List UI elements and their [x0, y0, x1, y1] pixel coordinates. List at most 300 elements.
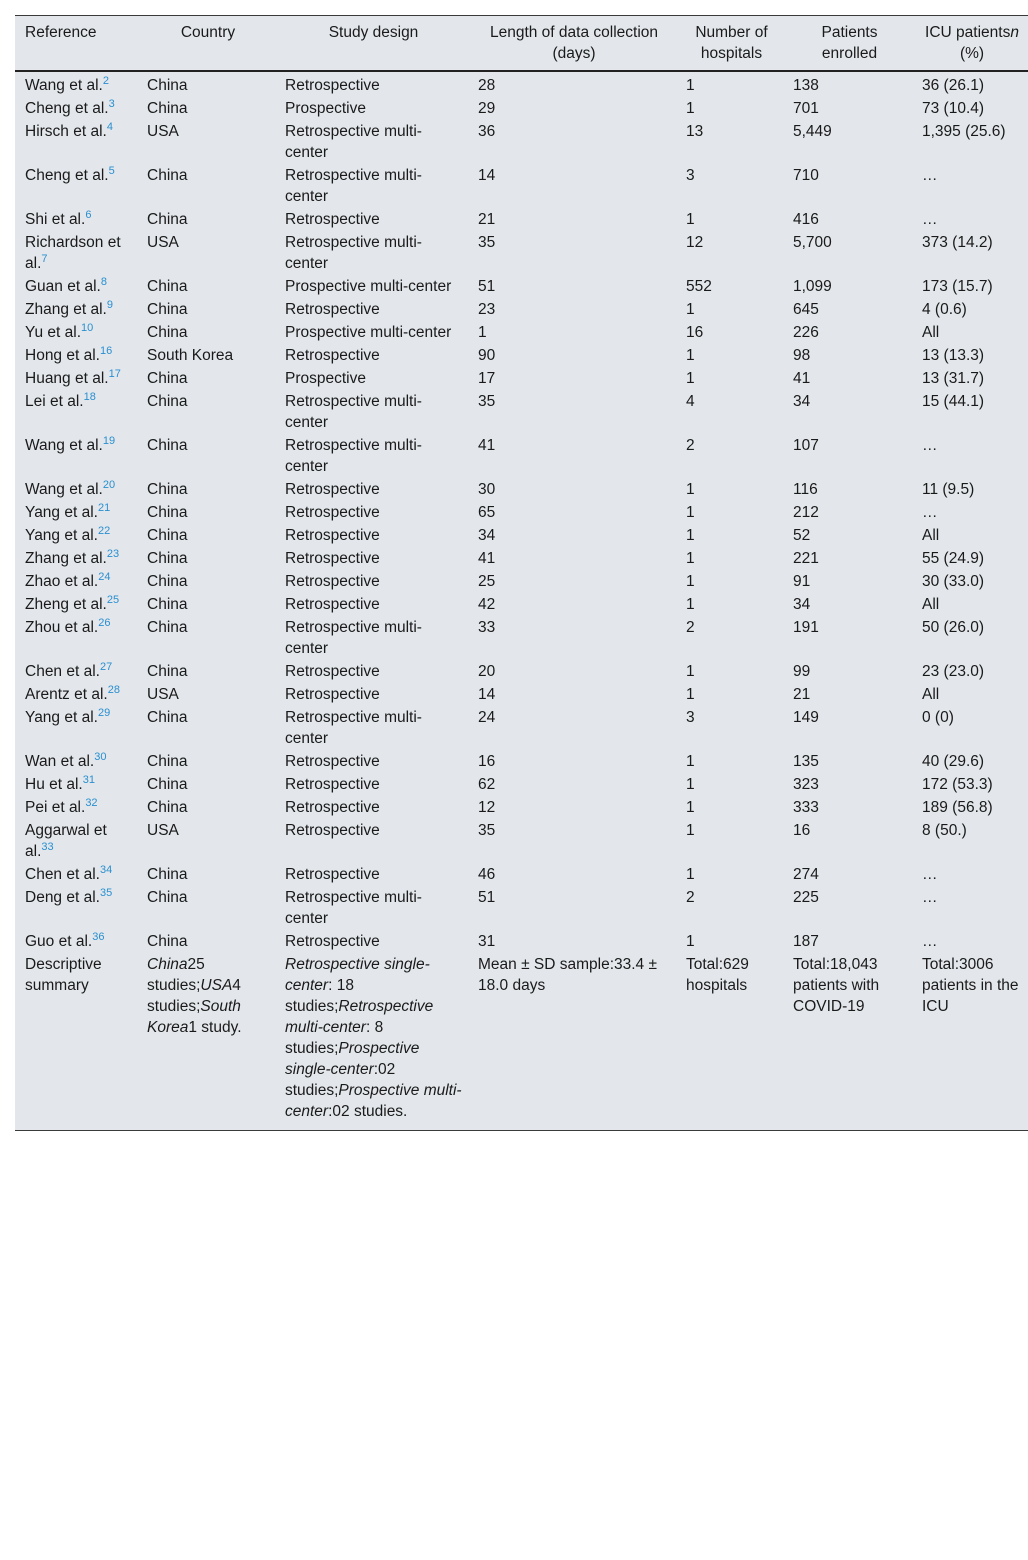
table-row	[15, 593, 1028, 616]
cell-hospitals: 2	[686, 437, 695, 454]
cell-length: 35	[478, 822, 496, 839]
header-country: Country	[180, 24, 236, 41]
cell-country: USA	[147, 123, 179, 140]
cell-length: 20	[478, 663, 496, 680]
cell-design: Retrospective	[285, 77, 380, 94]
cell-icu: …	[922, 211, 938, 228]
cell-country: China	[147, 776, 188, 793]
citation-link[interactable]: 19	[102, 434, 116, 447]
cell-hospitals: 16	[686, 324, 704, 341]
citation-link[interactable]: 30	[94, 750, 107, 763]
reference-text: Zhang et al.	[25, 301, 107, 318]
cell-enrolled: 34	[793, 393, 811, 410]
citation-link[interactable]: 32	[85, 796, 98, 809]
cell-icu: 0 (0)	[922, 709, 954, 726]
summary-length: Mean ± SD sample:33.4 ± 18.0 days	[478, 956, 657, 994]
cell-hospitals: 1	[686, 211, 695, 228]
cell-icu: …	[922, 866, 938, 883]
table-row	[15, 164, 1028, 208]
reference-text: Aggarwal et al.	[25, 822, 107, 860]
cell-design: Retrospective	[285, 753, 380, 770]
reference-text: Zhang et al.	[25, 550, 107, 567]
cell-hospitals: 3	[686, 167, 695, 184]
cell-reference	[15, 886, 137, 930]
citation-link[interactable]: 7	[41, 252, 48, 265]
summary-icu: Total:3006 patients in the ICU	[922, 956, 1019, 1015]
cell-enrolled: 41	[793, 370, 811, 387]
cell-enrolled: 191	[793, 619, 819, 636]
citation-link[interactable]: 27	[99, 660, 113, 673]
citation-link[interactable]: 23	[106, 547, 120, 560]
cell-country: China	[147, 278, 188, 295]
cell-icu: 23 (23.0)	[922, 663, 985, 680]
cell-hospitals: 1	[686, 370, 695, 387]
cell-hospitals: 4	[686, 393, 695, 410]
cell-reference	[15, 298, 137, 321]
reference-text: Zheng et al.	[25, 596, 107, 613]
cell-icu: 8 (50.)	[922, 822, 967, 839]
cell-country: China	[147, 167, 188, 184]
cell-reference	[15, 164, 137, 208]
cell-hospitals: 1	[686, 686, 695, 703]
table-row	[15, 660, 1028, 683]
cell-reference	[15, 570, 137, 593]
cell-design: Prospective	[285, 370, 366, 387]
cell-country: USA	[147, 822, 179, 839]
cell-reference	[15, 501, 137, 524]
table-row	[15, 773, 1028, 796]
cell-icu: …	[922, 933, 938, 950]
cell-enrolled: 710	[793, 167, 819, 184]
cell-length: 90	[478, 347, 496, 364]
cell-length: 29	[478, 100, 496, 117]
cell-length: 35	[478, 393, 496, 410]
table-row	[15, 683, 1028, 706]
table-row	[15, 208, 1028, 231]
reference-text: Deng et al.	[25, 889, 100, 906]
cell-country: China	[147, 370, 188, 387]
cell-icu: …	[922, 889, 938, 906]
cell-enrolled: 116	[793, 481, 818, 498]
reference-text: Hirsch et al.	[25, 123, 107, 140]
citation-link[interactable]: 26	[98, 616, 111, 629]
citation-link[interactable]: 21	[97, 501, 111, 514]
cell-length: 46	[478, 866, 496, 883]
cell-country: China	[147, 393, 188, 410]
cell-length: 30	[478, 481, 496, 498]
table-row	[15, 863, 1028, 886]
cell-design: Retrospective multi-center	[285, 167, 422, 205]
cell-country: China	[147, 619, 188, 636]
cell-reference	[15, 231, 137, 275]
cell-enrolled: 333	[793, 799, 819, 816]
cell-country: China	[147, 753, 188, 770]
cell-enrolled: 274	[793, 866, 819, 883]
cell-design: Retrospective	[285, 663, 380, 680]
cell-reference	[15, 773, 137, 796]
table-body	[15, 71, 1028, 1130]
reference-text: Chen et al.	[25, 866, 100, 883]
table-row	[15, 796, 1028, 819]
cell-hospitals: 1	[686, 77, 695, 94]
cell-reference	[15, 344, 137, 367]
header-study-design: Study design	[328, 24, 419, 41]
citation-link[interactable]: 20	[102, 478, 116, 491]
cell-design: Retrospective multi-center	[285, 234, 422, 272]
table-row	[15, 97, 1028, 120]
cell-country: China	[147, 301, 188, 318]
reference-text: Yang et al.	[25, 504, 98, 521]
cell-enrolled: 5,700	[793, 234, 832, 251]
reference-text: Guo et al.	[25, 933, 93, 950]
table-row	[15, 120, 1028, 164]
table-header	[15, 16, 1028, 71]
citation-link[interactable]: 29	[97, 706, 111, 719]
cell-icu: 73 (10.4)	[922, 100, 985, 117]
cell-hospitals: 12	[686, 234, 704, 251]
cell-design: Retrospective	[285, 573, 380, 590]
table-row	[15, 344, 1028, 367]
header-length: Length of data collection (days)	[489, 24, 659, 62]
cell-hospitals: 1	[686, 866, 695, 883]
cell-reference	[15, 478, 137, 501]
cell-reference	[15, 275, 137, 298]
citation-link[interactable]: 28	[107, 683, 120, 696]
cell-hospitals: 2	[686, 889, 695, 906]
cell-length: 62	[478, 776, 496, 793]
cell-icu: All	[922, 324, 940, 341]
reference-text: Pei et al.	[25, 799, 86, 816]
cell-country: China	[147, 324, 188, 341]
cell-icu: 55 (24.9)	[922, 550, 985, 567]
cell-icu: 11 (9.5)	[922, 481, 975, 498]
cell-reference	[15, 547, 137, 570]
cell-country: China	[147, 211, 188, 228]
table-row	[15, 750, 1028, 773]
cell-hospitals: 1	[686, 573, 695, 590]
cell-hospitals: 1	[686, 504, 695, 521]
cell-design: Retrospective	[285, 550, 380, 567]
citation-link[interactable]: 33	[41, 840, 54, 853]
cell-country: USA	[147, 234, 179, 251]
cell-length: 1	[478, 324, 487, 341]
reference-text: Cheng et al.	[25, 167, 109, 184]
summary-country: China25 studies;USA4 studies;South Korea1 study.	[147, 956, 242, 1036]
cell-enrolled: 187	[793, 933, 819, 950]
reference-text: Hong et al.	[25, 347, 100, 364]
cell-hospitals: 1	[686, 776, 695, 793]
cell-hospitals: 1	[686, 550, 695, 567]
cell-hospitals: 1	[686, 799, 695, 816]
cell-design: Retrospective	[285, 686, 380, 703]
citation-link[interactable]: 18	[83, 390, 96, 403]
cell-icu: …	[922, 437, 938, 454]
cell-icu: 172 (53.3)	[922, 776, 993, 793]
cell-length: 41	[478, 437, 496, 454]
citation-link[interactable]: 31	[82, 773, 95, 786]
cell-reference	[15, 524, 137, 547]
citation-link[interactable]: 8	[100, 275, 107, 288]
cell-enrolled: 221	[793, 550, 819, 567]
cell-hospitals: 1	[686, 301, 695, 318]
cell-enrolled: 99	[793, 663, 811, 680]
citation-link[interactable]: 25	[106, 593, 120, 606]
citation-link[interactable]: 3	[108, 97, 115, 110]
citation-link[interactable]: 10	[81, 321, 94, 334]
table-row	[15, 819, 1028, 863]
cell-icu: 36 (26.1)	[922, 77, 985, 94]
cell-icu: 30 (33.0)	[922, 573, 985, 590]
table-row	[15, 501, 1028, 524]
cell-icu: 189 (56.8)	[922, 799, 993, 816]
cell-hospitals: 3	[686, 709, 695, 726]
reference-text: Wang et al.	[25, 77, 103, 94]
cell-design: Retrospective	[285, 347, 380, 364]
reference-text: Yang et al.	[25, 709, 98, 726]
cell-length: 14	[478, 686, 496, 703]
cell-country: China	[147, 550, 188, 567]
reference-text: Hu et al.	[25, 776, 83, 793]
table-row	[15, 231, 1028, 275]
cell-design: Retrospective	[285, 301, 380, 318]
cell-enrolled: 226	[793, 324, 819, 341]
cell-reference	[15, 208, 137, 231]
cell-enrolled: 107	[793, 437, 819, 454]
cell-enrolled: 5,449	[793, 123, 832, 140]
citation-link[interactable]: 2	[102, 74, 109, 87]
cell-icu: …	[922, 504, 938, 521]
cell-icu: 13 (13.3)	[922, 347, 985, 364]
table-row	[15, 321, 1028, 344]
summary-design: Retrospective single-center: 18 studies;Retrospective multi-center: 8 studies;Prospective single-center:02 studies;Prospective multi-center:02 studies.	[285, 956, 462, 1120]
table-row	[15, 886, 1028, 930]
cell-length: 24	[478, 709, 496, 726]
cell-reference	[15, 863, 137, 886]
cell-icu: 50 (26.0)	[922, 619, 985, 636]
cell-country: China	[147, 100, 188, 117]
header-reference: Reference	[25, 24, 97, 41]
header-hospitals: Number of hospitals	[695, 24, 768, 62]
cell-hospitals: 13	[686, 123, 704, 140]
reference-text: Wang et al.	[25, 437, 103, 454]
reference-text: Yang et al.	[25, 527, 98, 544]
citation-link[interactable]: 24	[98, 570, 111, 583]
cell-enrolled: 135	[793, 753, 819, 770]
cell-design: Retrospective multi-center	[285, 889, 422, 927]
cell-icu: All	[922, 686, 940, 703]
cell-length: 31	[478, 933, 496, 950]
cell-enrolled: 16	[793, 822, 811, 839]
cell-reference	[15, 819, 137, 863]
cell-length: 36	[478, 123, 496, 140]
cell-country: China	[147, 889, 188, 906]
cell-country: USA	[147, 686, 179, 703]
citation-link[interactable]: 22	[97, 524, 111, 537]
table-row	[15, 616, 1028, 660]
cell-country: China	[147, 663, 188, 680]
cell-design: Retrospective	[285, 481, 380, 498]
cell-icu: …	[922, 167, 938, 184]
cell-design: Prospective	[285, 100, 366, 117]
cell-length: 25	[478, 573, 496, 590]
header-icu: ICU patientsn (%)	[925, 24, 1019, 62]
table-row	[15, 71, 1028, 97]
reference-text: Guan et al.	[25, 278, 101, 295]
cell-design: Retrospective	[285, 776, 380, 793]
summary-row	[15, 953, 1028, 1130]
cell-icu: All	[922, 527, 940, 544]
cell-hospitals: 1	[686, 527, 695, 544]
summary-hospitals: Total:629 hospitals	[686, 956, 749, 994]
reference-text: Wan et al.	[25, 753, 95, 770]
reference-text: Huang et al.	[25, 370, 109, 387]
cell-design: Retrospective multi-center	[285, 709, 422, 747]
cell-country: China	[147, 866, 188, 883]
cell-length: 14	[478, 167, 496, 184]
cell-icu: 40 (29.6)	[922, 753, 985, 770]
cell-length: 17	[478, 370, 496, 387]
cell-reference	[15, 434, 137, 478]
cell-reference	[15, 660, 137, 683]
cell-length: 12	[478, 799, 496, 816]
table-row	[15, 478, 1028, 501]
cell-length: 23	[478, 301, 496, 318]
citation-link[interactable]: 6	[85, 208, 92, 221]
citation-link[interactable]: 17	[108, 367, 121, 380]
cell-enrolled: 98	[793, 347, 811, 364]
cell-reference	[15, 120, 137, 164]
cell-length: 51	[478, 889, 496, 906]
cell-hospitals: 2	[686, 619, 695, 636]
cell-design: Prospective multi-center	[285, 324, 452, 341]
cell-design: Retrospective multi-center	[285, 393, 422, 431]
cell-hospitals: 1	[686, 100, 695, 117]
cell-length: 65	[478, 504, 496, 521]
studies-table	[15, 16, 1028, 1130]
cell-length: 33	[478, 619, 496, 636]
cell-design: Retrospective multi-center	[285, 619, 422, 657]
cell-enrolled: 21	[793, 686, 811, 703]
table-row	[15, 367, 1028, 390]
citation-link[interactable]: 9	[106, 298, 113, 311]
cell-reference	[15, 367, 137, 390]
cell-reference	[15, 750, 137, 773]
table-row	[15, 298, 1028, 321]
cell-length: 34	[478, 527, 496, 544]
reference-text: Chen et al.	[25, 663, 100, 680]
cell-country: China	[147, 504, 188, 521]
cell-icu: 4 (0.6)	[922, 301, 967, 318]
cell-length: 28	[478, 77, 496, 94]
cell-enrolled: 323	[793, 776, 819, 793]
cell-enrolled: 91	[793, 573, 811, 590]
table-row	[15, 930, 1028, 953]
cell-length: 41	[478, 550, 496, 567]
cell-length: 51	[478, 278, 496, 295]
reference-text: Yu et al.	[25, 324, 82, 341]
cell-country: China	[147, 481, 188, 498]
reference-text: Lei et al.	[25, 393, 84, 410]
citation-link[interactable]: 36	[92, 930, 105, 943]
reference-text: Arentz et al.	[25, 686, 108, 703]
reference-text: Zhao et al.	[25, 573, 99, 590]
cell-reference	[15, 683, 137, 706]
cell-country: China	[147, 596, 188, 613]
table-row	[15, 390, 1028, 434]
cell-hospitals: 1	[686, 596, 695, 613]
reference-text: Shi et al.	[25, 211, 86, 228]
cell-reference	[15, 593, 137, 616]
table-row	[15, 706, 1028, 750]
reference-text: Wang et al.	[25, 481, 103, 498]
citation-link[interactable]: 5	[108, 164, 115, 177]
cell-enrolled: 149	[793, 709, 819, 726]
summary-label: Descriptive summary	[25, 956, 102, 994]
citation-link[interactable]: 4	[106, 120, 113, 133]
table-row	[15, 570, 1028, 593]
table-row	[15, 547, 1028, 570]
citation-link[interactable]: 34	[99, 863, 113, 876]
cell-hospitals: 1	[686, 481, 695, 498]
cell-design: Retrospective	[285, 866, 380, 883]
cell-enrolled: 416	[793, 211, 819, 228]
cell-icu: 1,395 (25.6)	[922, 123, 1006, 140]
cell-enrolled: 52	[793, 527, 811, 544]
cell-country: China	[147, 709, 188, 726]
cell-reference	[15, 71, 137, 97]
summary-enrolled: Total:18,043 patients with COVID-19	[793, 956, 880, 1015]
cell-design: Retrospective	[285, 799, 380, 816]
cell-country: China	[147, 527, 188, 544]
cell-enrolled: 1,099	[793, 278, 832, 295]
cell-length: 42	[478, 596, 496, 613]
citation-link[interactable]: 35	[99, 886, 113, 899]
cell-country: China	[147, 437, 188, 454]
cell-design: Retrospective	[285, 822, 380, 839]
cell-design: Retrospective multi-center	[285, 123, 422, 161]
cell-design: Retrospective	[285, 933, 380, 950]
cell-design: Retrospective	[285, 596, 380, 613]
cell-enrolled: 225	[793, 889, 819, 906]
cell-country: China	[147, 77, 188, 94]
cell-country: South Korea	[147, 347, 234, 364]
cell-enrolled: 212	[793, 504, 819, 521]
reference-text: Richardson et al.	[25, 234, 121, 272]
cell-enrolled: 645	[793, 301, 819, 318]
cell-icu: 373 (14.2)	[922, 234, 993, 251]
cell-enrolled: 138	[793, 77, 819, 94]
cell-reference	[15, 796, 137, 819]
cell-icu: 15 (44.1)	[922, 393, 985, 410]
cell-hospitals: 1	[686, 663, 695, 680]
cell-hospitals: 1	[686, 933, 695, 950]
cell-icu: 13 (31.7)	[922, 370, 985, 387]
citation-link[interactable]: 16	[99, 344, 113, 357]
cell-reference	[15, 616, 137, 660]
header-enrolled: Patients enrolled	[821, 24, 878, 62]
cell-length: 16	[478, 753, 496, 770]
table-row	[15, 434, 1028, 478]
cell-hospitals: 552	[686, 278, 712, 295]
cell-length: 35	[478, 234, 496, 251]
cell-reference	[15, 321, 137, 344]
cell-reference	[15, 706, 137, 750]
cell-design: Retrospective	[285, 527, 380, 544]
cell-design: Retrospective	[285, 504, 380, 521]
cell-design: Prospective multi-center	[285, 278, 452, 295]
cell-icu: All	[922, 596, 940, 613]
cell-reference	[15, 97, 137, 120]
